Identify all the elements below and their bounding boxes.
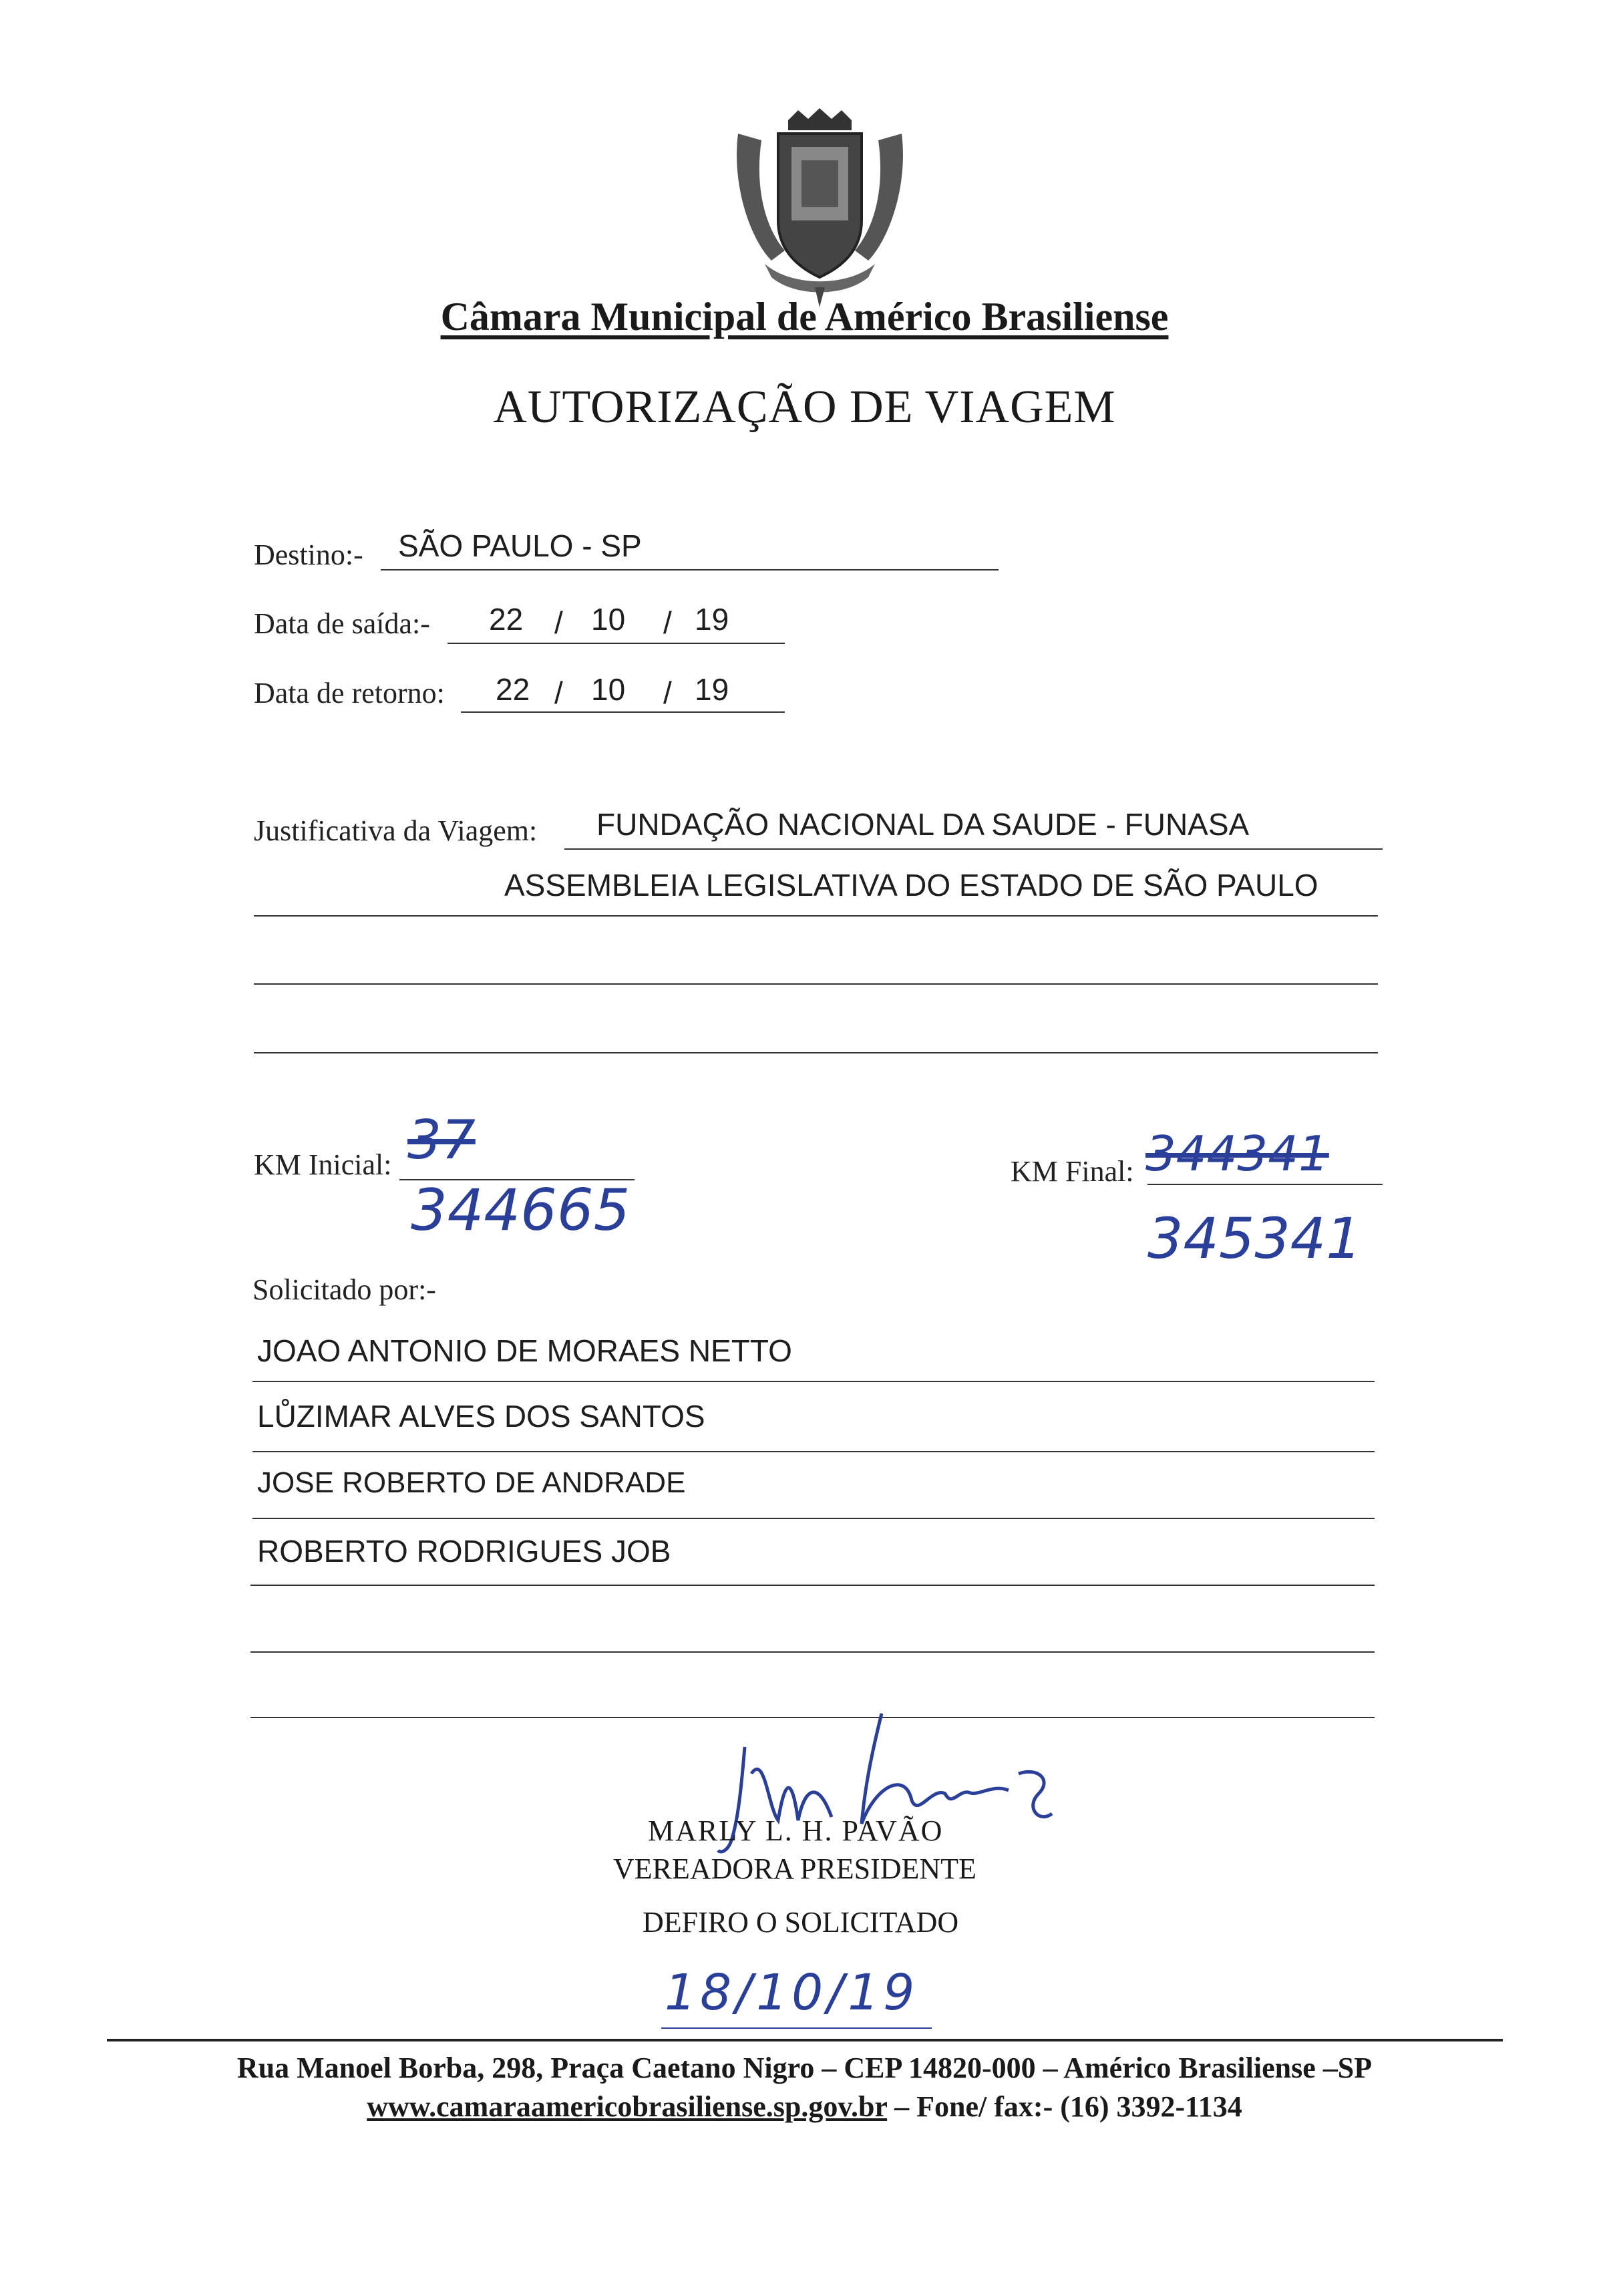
retorno-day: 22 [496, 672, 530, 707]
retorno-sep2: / [663, 675, 672, 710]
solicitante-rule-1 [252, 1381, 1375, 1382]
saida-day: 22 [489, 602, 524, 637]
saida-year: 19 [695, 602, 729, 637]
saida-sep1: / [554, 605, 563, 640]
municipal-crest [725, 107, 915, 307]
retorno-line [461, 711, 785, 713]
signatory-name: MARLY L. H. PAVÃO [648, 1814, 944, 1847]
km-inicial-value: 344665 [411, 1177, 631, 1244]
saida-month: 10 [591, 602, 626, 637]
saida-sep2: / [663, 605, 672, 640]
saida-line [448, 643, 785, 644]
km-final-label: KM Final: [1011, 1155, 1134, 1188]
footer-contact [0, 2090, 1609, 2124]
justificativa-line2: ASSEMBLEIA LEGISLATIVA DO ESTADO DE SÃO PAULO [504, 868, 1318, 903]
km-final-value: 345341 [1147, 1206, 1362, 1271]
solicitante-1: JOAO ANTONIO DE MORAES NETTO [257, 1333, 792, 1368]
solicitante-rule-5 [250, 1651, 1375, 1653]
km-inicial-struck: 37 [407, 1109, 476, 1171]
organization-name: Câmara Municipal de Américo Brasiliense [440, 295, 1169, 339]
justificativa-rule-3 [254, 983, 1378, 985]
document-title: AUTORIZAÇÃO DE VIAGEM [493, 381, 1116, 433]
justificativa-label: Justificativa da Viagem: [254, 814, 538, 847]
destino-value: SÃO PAULO - SP [398, 528, 642, 563]
justificativa-rule-2 [254, 915, 1378, 917]
handwritten-date: 18/10/19 [665, 1964, 919, 2021]
km-final-struck: 344341 [1145, 1126, 1329, 1182]
solicitante-rule-4 [250, 1585, 1375, 1586]
retorno-label: Data de retorno: [254, 677, 445, 709]
justificativa-rule-4 [254, 1052, 1378, 1053]
solicitante-rule-2 [252, 1451, 1375, 1452]
footer-phone: – Fone/ fax:- (16) 3392-1134 [887, 2090, 1242, 2123]
retorno-year: 19 [695, 672, 729, 707]
signatory-role: VEREADORA PRESIDENTE [613, 1852, 976, 1885]
solicitado-label: Solicitado por:- [252, 1273, 436, 1306]
km-inicial-label: KM Inicial: [254, 1148, 392, 1181]
destino-label: Destino:- [254, 538, 363, 571]
solicitante-2: LŮZIMAR ALVES DOS SANTOS [257, 1399, 705, 1434]
destino-line [381, 569, 999, 570]
solicitante-rule-3 [252, 1518, 1375, 1519]
footer-divider [107, 2039, 1503, 2041]
solicitante-4: ROBERTO RODRIGUES JOB [257, 1534, 671, 1569]
justificativa-line1: FUNDAÇÃO NACIONAL DA SAUDE - FUNASA [596, 807, 1250, 842]
handwritten-date-underline [661, 2027, 932, 2029]
justificativa-rule-1 [564, 848, 1383, 850]
retorno-sep1: / [554, 675, 563, 710]
solicitante-3: JOSE ROBERTO DE ANDRADE [257, 1466, 686, 1499]
footer-address: Rua Manoel Borba, 298, Praça Caetano Nigro – CEP 14820-000 – Américo Brasiliense –SP [236, 2052, 1373, 2084]
km-final-line [1147, 1184, 1383, 1185]
approval-text: DEFIRO O SOLICITADO [643, 1906, 959, 1939]
saida-label: Data de saída:- [254, 607, 430, 640]
retorno-month: 10 [591, 672, 626, 707]
website-link[interactable]: www.camaraamericobrasiliense.sp.gov.br [367, 2090, 888, 2123]
